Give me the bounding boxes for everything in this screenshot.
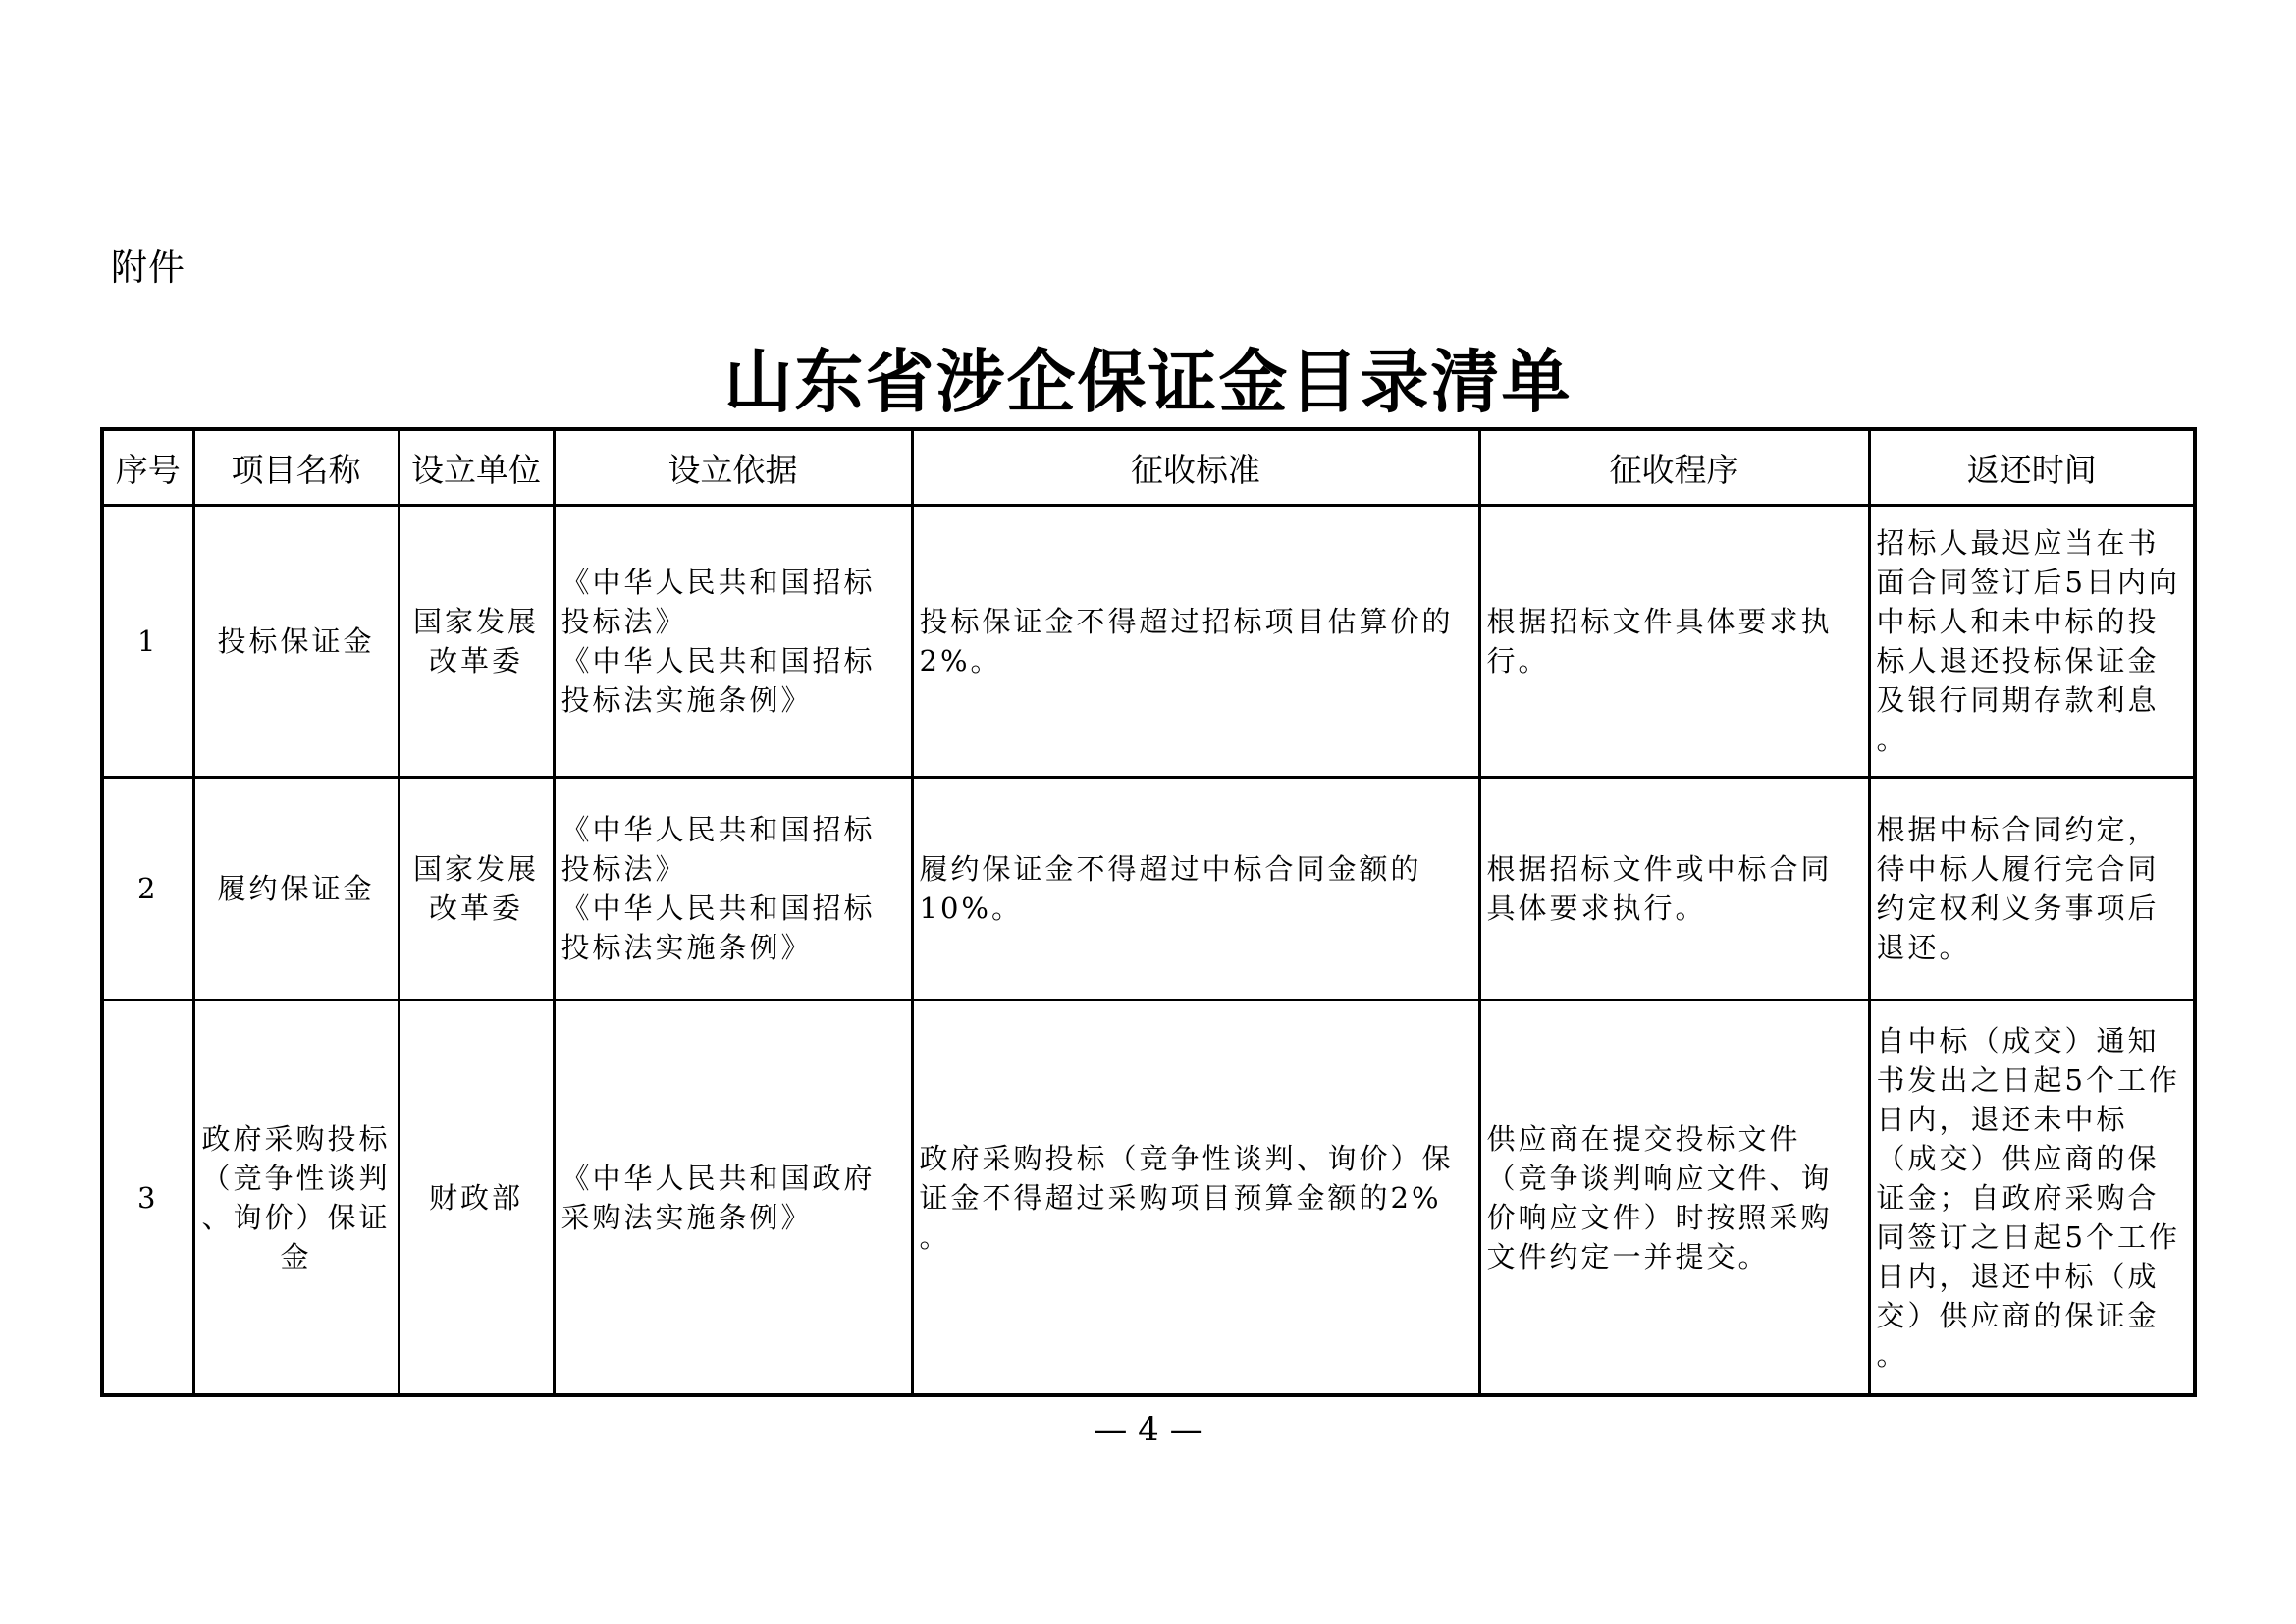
header-standard: 征收标准	[912, 429, 1479, 506]
page-number: — 4 —	[1094, 1410, 1203, 1449]
header-authority: 设立单位	[399, 429, 554, 506]
header-basis: 设立依据	[554, 429, 912, 506]
table-row	[102, 778, 2195, 1001]
header-index: 序号	[102, 429, 193, 506]
cell-procedure: 供应商在提交投标文件 （竞争谈判响应文件、询 价响应文件）时按照采购 文件约定一并提交。	[1479, 1001, 1869, 1396]
cell-procedure: 根据招标文件具体要求执 行。	[1479, 506, 1869, 778]
cell-authority: 国家发展 改革委	[399, 506, 554, 778]
cell-item-name: 投标保证金	[193, 506, 399, 778]
cell-procedure: 根据招标文件或中标合同 具体要求执行。	[1479, 778, 1869, 1001]
cell-basis: 《中华人民共和国政府 采购法实施条例》	[554, 1001, 912, 1396]
cell-standard: 政府采购投标（竞争性谈判、询价）保 证金不得超过采购项目预算金额的2% 。	[912, 1001, 1479, 1396]
cell-authority: 财政部	[399, 1001, 554, 1396]
deposit-catalog-table	[100, 427, 2197, 1397]
cell-index: 3	[102, 1001, 193, 1396]
table-row	[102, 1001, 2195, 1396]
header-refund-time: 返还时间	[1869, 429, 2195, 506]
cell-refund-time: 根据中标合同约定， 待中标人履行完合同 约定权利义务事项后 退还。	[1869, 778, 2195, 1001]
cell-refund-time: 自中标（成交）通知 书发出之日起5个工作 日内，退还未中标 （成交）供应商的保 证金；自政府采购合 同签订之日起5个工作 日内，退还中标（成 交）供应商的保证金 。	[1869, 1001, 2195, 1396]
cell-refund-time: 招标人最迟应当在书 面合同签订后5日内向 中标人和未中标的投 标人退还投标保证金 及银行同期存款利息 。	[1869, 506, 2195, 778]
cell-basis: 《中华人民共和国招标 投标法》 《中华人民共和国招标 投标法实施条例》	[554, 778, 912, 1001]
cell-index: 1	[102, 506, 193, 778]
header-procedure: 征收程序	[1479, 429, 1869, 506]
cell-standard: 履约保证金不得超过中标合同金额的 10%。	[912, 778, 1479, 1001]
cell-basis: 《中华人民共和国招标 投标法》 《中华人民共和国招标 投标法实施条例》	[554, 506, 912, 778]
table-header-row	[102, 429, 2195, 506]
cell-item-name: 政府采购投标 （竞争性谈判 、询价）保证 金	[193, 1001, 399, 1396]
cell-index: 2	[102, 778, 193, 1001]
document-title: 山东省涉企保证金目录清单	[723, 341, 1573, 422]
cell-standard: 投标保证金不得超过招标项目估算价的 2%。	[912, 506, 1479, 778]
header-item-name: 项目名称	[193, 429, 399, 506]
table-row	[102, 506, 2195, 778]
attachment-label: 附件	[111, 246, 186, 289]
cell-item-name: 履约保证金	[193, 778, 399, 1001]
cell-authority: 国家发展 改革委	[399, 778, 554, 1001]
